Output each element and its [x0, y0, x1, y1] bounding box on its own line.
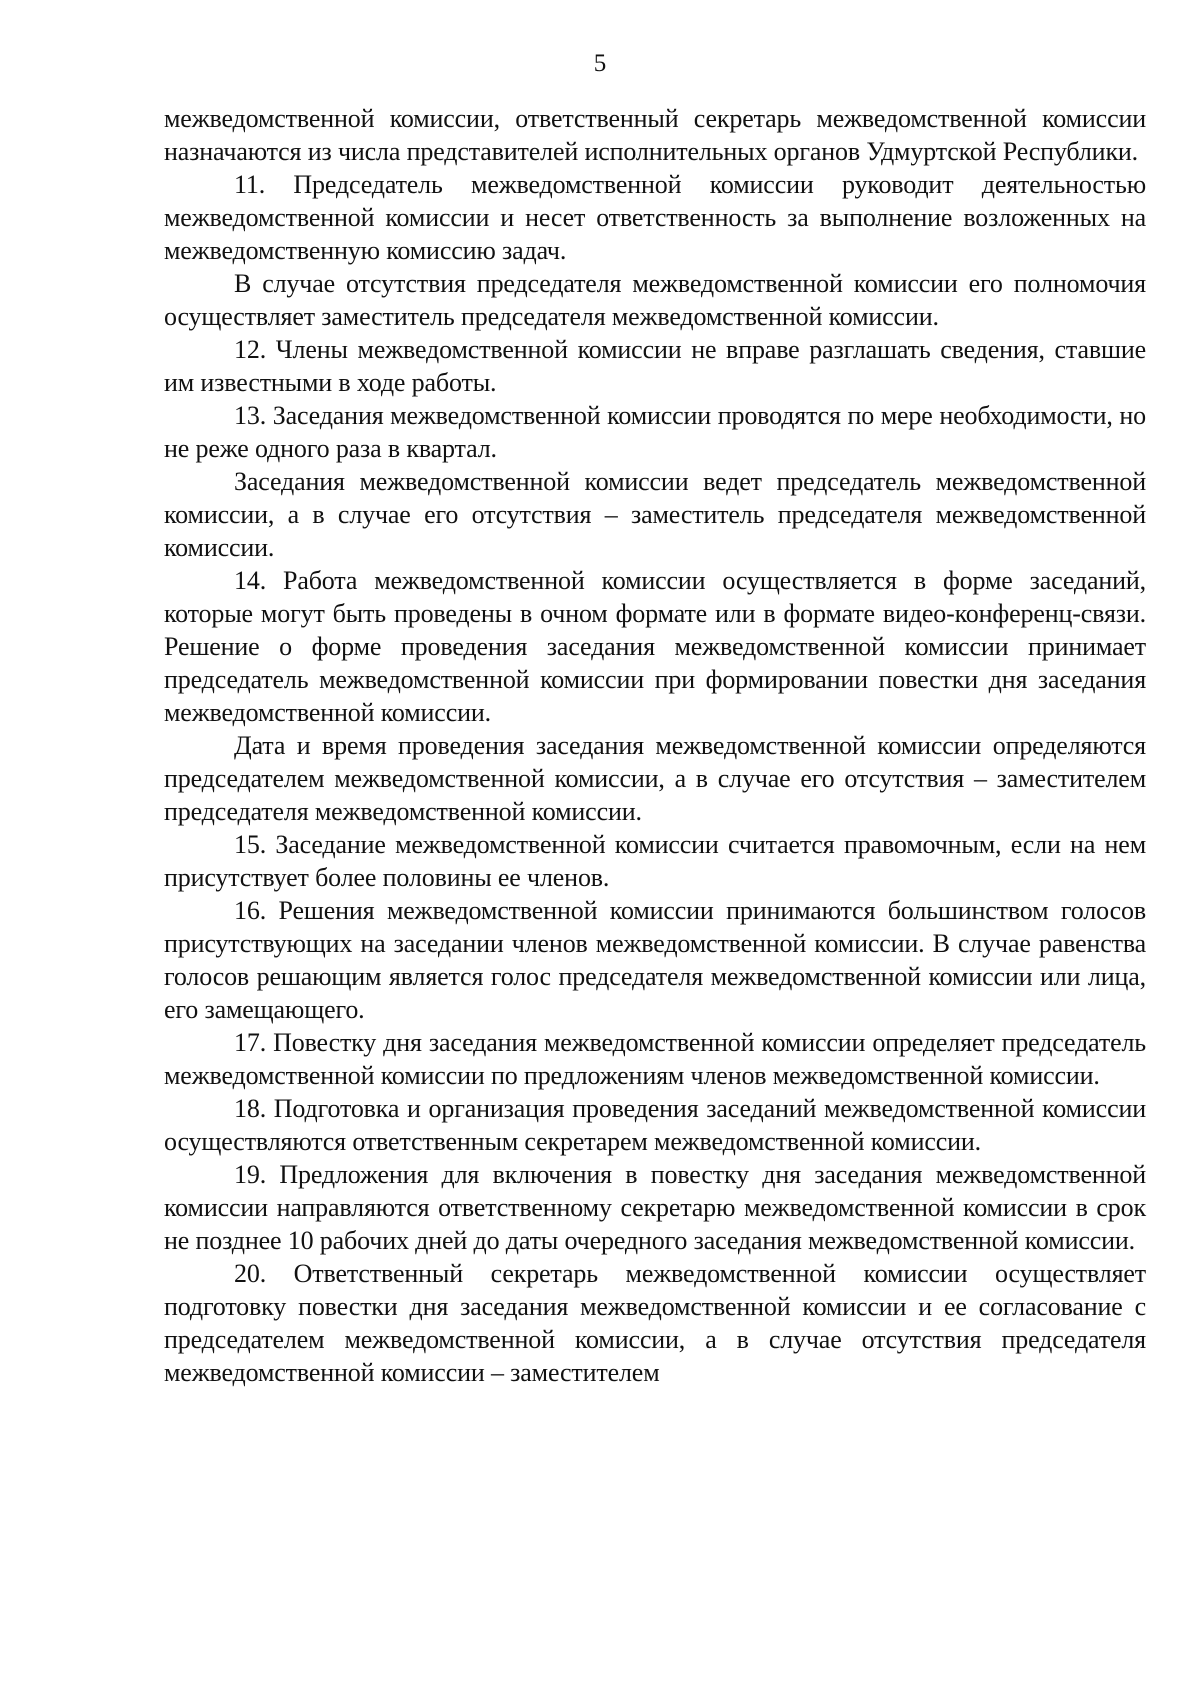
paragraph-15: 15. Заседание межведомственной комиссии считается правомочным, если на нем присутствует более половины ее членов. — [164, 830, 1146, 892]
paragraph-13-chair: Заседания межведомственной комиссии ведет председатель межведомственной комиссии, а в случае его отсутствия – заместитель председателя межведомственной комиссии. — [164, 467, 1146, 562]
paragraph-16: 16. Решения межведомственной комиссии принимаются большинством голосов присутствующих на заседании членов межведомственной комиссии. В случае равенства голосов решающим является голос председателя межведомственной комиссии или лица, его замещающего. — [164, 896, 1146, 1024]
paragraph-19: 19. Предложения для включения в повестку дня заседания межведомственной комиссии направляются ответственному секретарю межведомственной комиссии в срок не позднее 10 рабочих дней до даты очередного заседания межведомственной комиссии. — [164, 1160, 1146, 1255]
paragraph-18: 18. Подготовка и организация проведения заседаний межведомственной комиссии осуществляются ответственным секретарем межведомственной комиссии. — [164, 1094, 1146, 1156]
paragraph-11: 11. Председатель межведомственной комиссии руководит деятельностью межведомственной комиссии и несет ответственность за выполнение возложенных на межведомственную комиссию задач. — [164, 170, 1146, 265]
paragraph-14-date: Дата и время проведения заседания межведомственной комиссии определяются председателем межведомственной комиссии, а в случае его отсутствия – заместителем председателя межведомственной комиссии. — [164, 731, 1146, 826]
page-number: 5 — [593, 50, 607, 77]
paragraph-continuation: межведомственной комиссии, ответственный секретарь межведомственной комиссии назначаются из числа представителей исполнительных органов Удмуртской Республики. — [164, 104, 1146, 166]
paragraph-20: 20. Ответственный секретарь межведомственной комиссии осуществляет подготовку повестки дня заседания межведомственной комиссии и ее согласование с председателем межведомственной комиссии, а в случае отсутствия председателя межведомственной комиссии – заместителем — [164, 1259, 1146, 1387]
paragraph-11-deputy: В случае отсутствия председателя межведомственной комиссии его полномочия осуществляет заместитель председателя межведомственной комиссии. — [164, 269, 1146, 331]
paragraph-13: 13. Заседания межведомственной комиссии проводятся по мере необходимости, но не реже одного раза в квартал. — [164, 401, 1146, 463]
paragraph-12: 12. Члены межведомственной комиссии не вправе разглашать сведения, ставшие им известными в ходе работы. — [164, 335, 1146, 397]
document-body — [164, 102, 1146, 1389]
paragraph-17: 17. Повестку дня заседания межведомственной комиссии определяет председатель межведомственной комиссии по предложениям членов межведомственной комиссии. — [164, 1028, 1146, 1090]
paragraph-14: 14. Работа межведомственной комиссии осуществляется в форме заседаний, которые могут быть проведены в очном формате или в формате видео-конференц-связи. Решение о форме проведения заседания межведомственной комиссии принимает председатель межведомственной комиссии при формировании повестки дня заседания межведомственной комиссии. — [164, 566, 1146, 727]
